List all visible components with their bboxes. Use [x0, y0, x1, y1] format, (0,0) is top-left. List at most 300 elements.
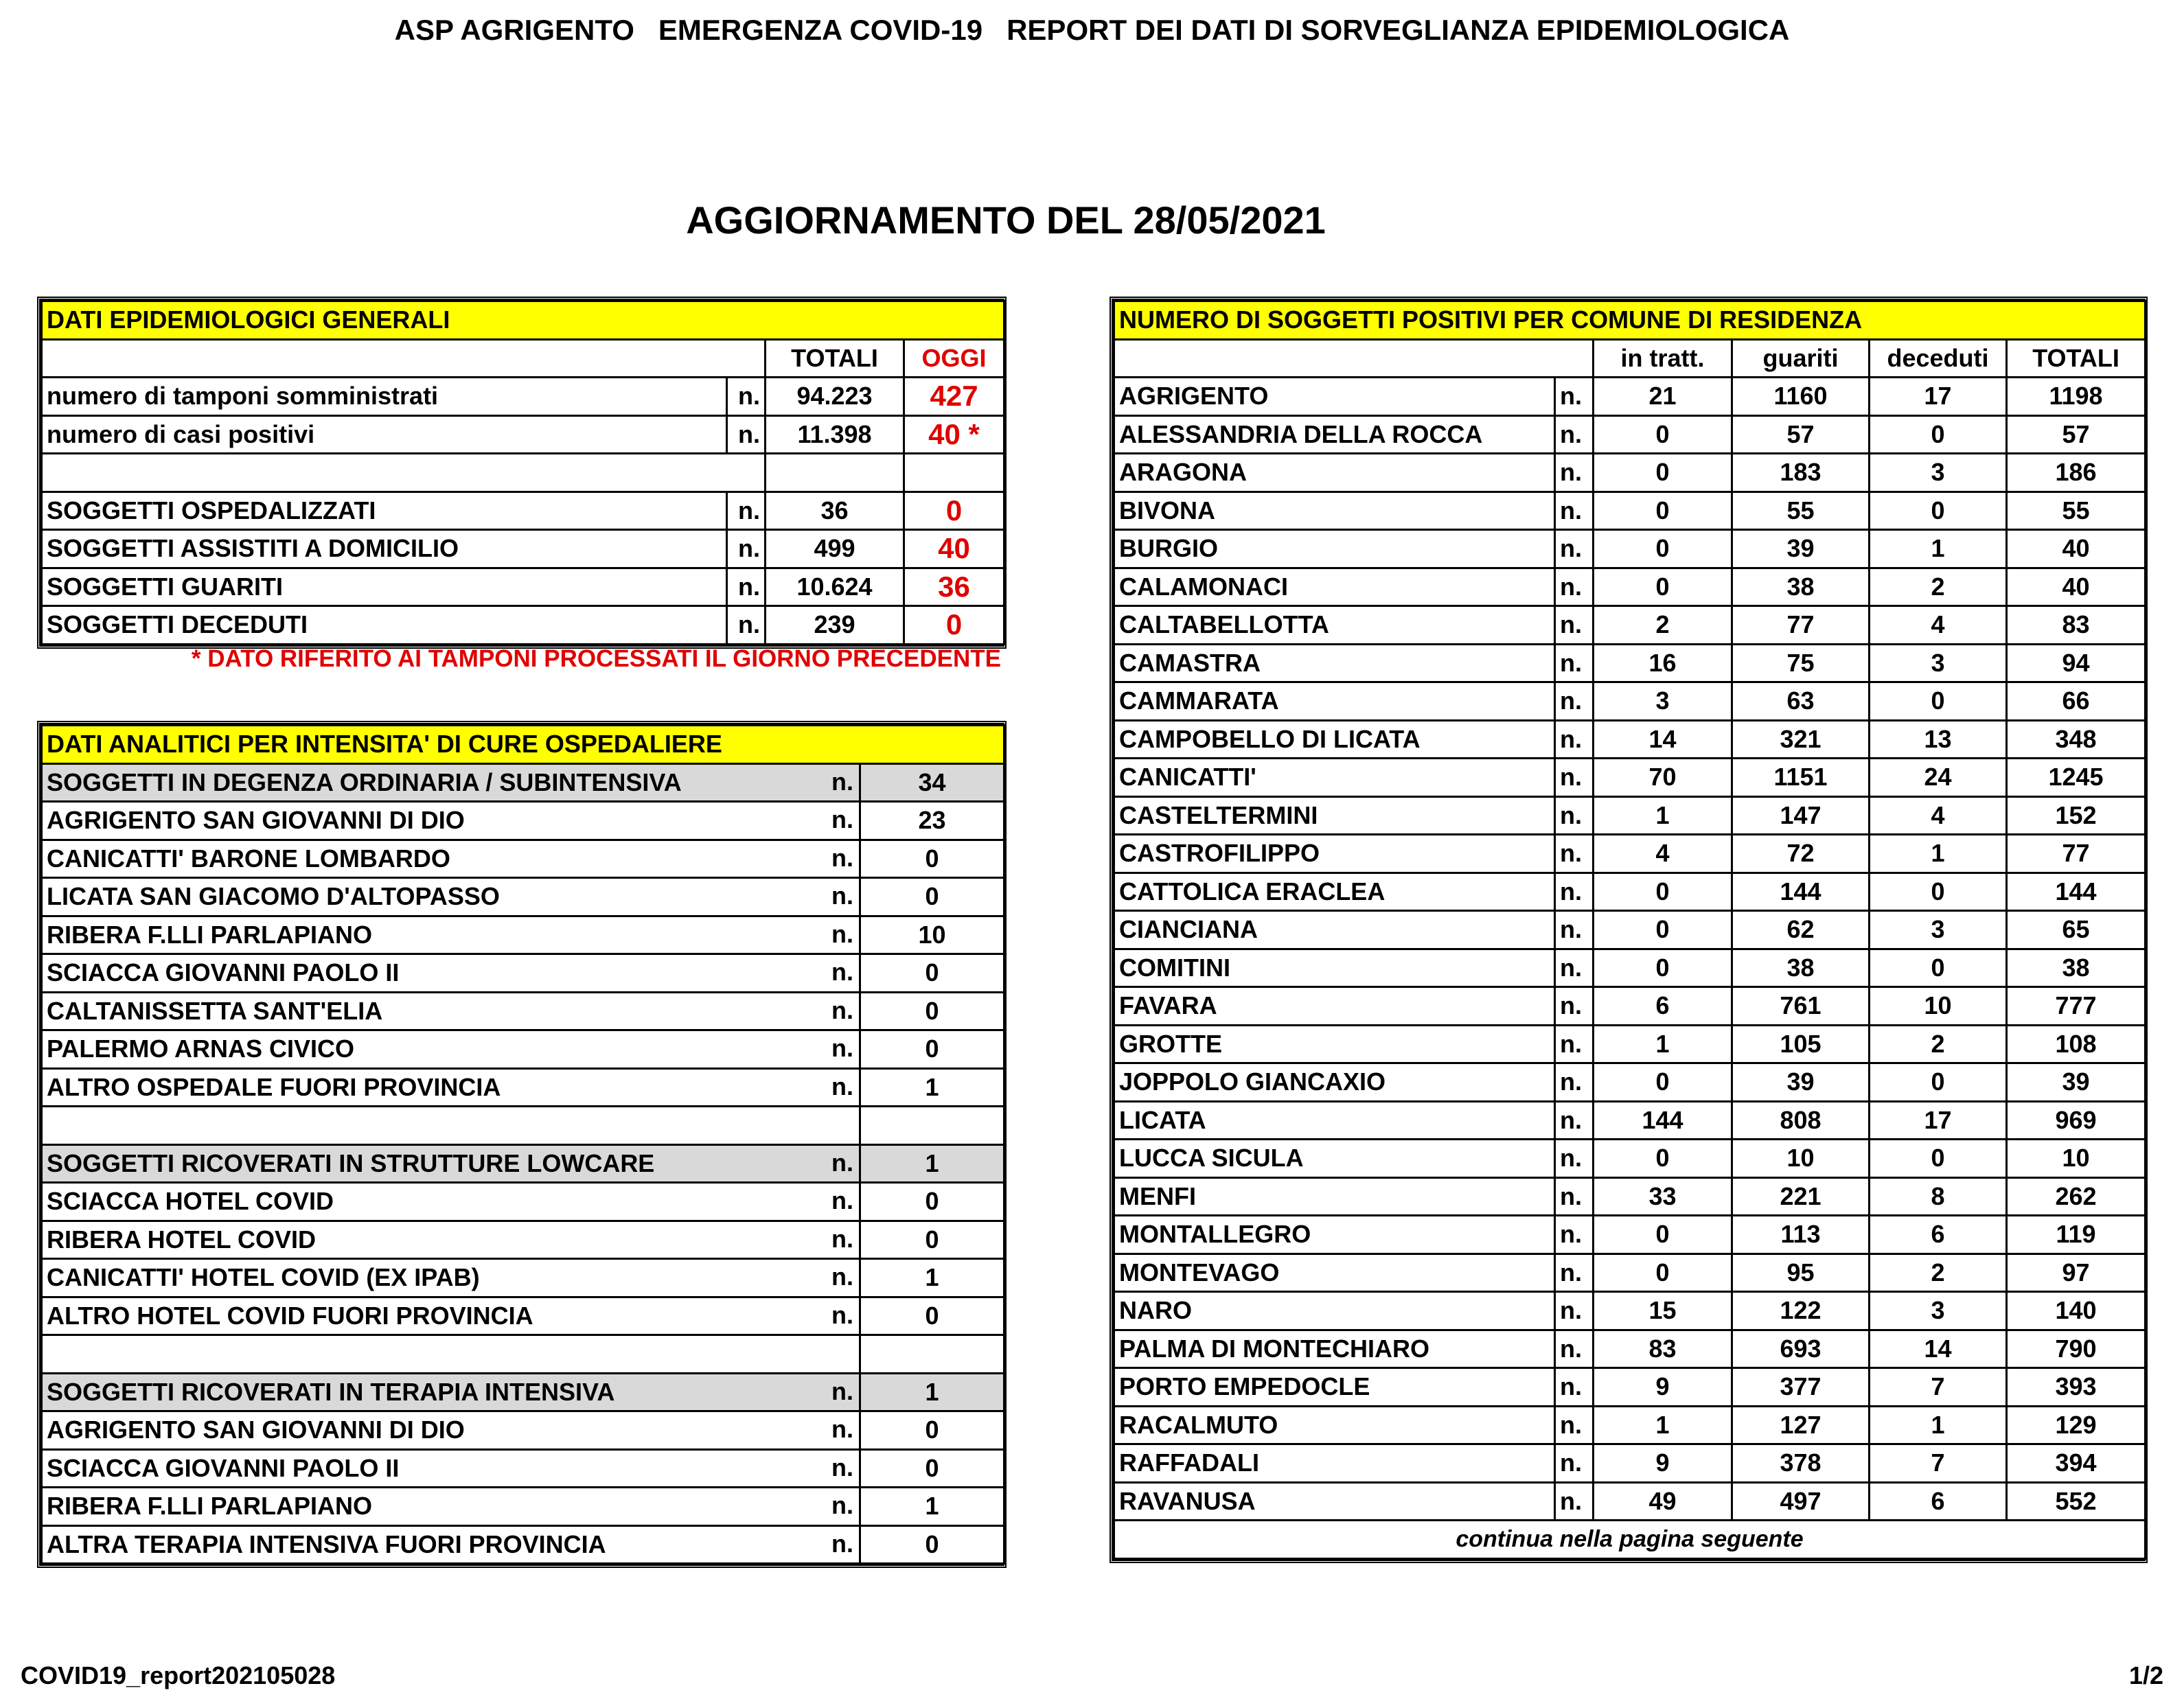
row-value: 23 — [860, 802, 1004, 840]
comune-name: ARAGONA — [1114, 454, 1555, 492]
value-deceduti: 0 — [1870, 682, 2007, 721]
value-deceduti: 17 — [1870, 378, 2007, 416]
comuni-data-table — [1110, 297, 2148, 1563]
value-guariti: 38 — [1732, 949, 1870, 987]
value-guariti: 183 — [1732, 454, 1870, 492]
value-guariti: 693 — [1732, 1330, 1870, 1368]
comuni-header-row — [1114, 339, 2146, 378]
value-guariti: 55 — [1732, 492, 1870, 530]
value-totali: 94 — [2007, 644, 2146, 682]
value-deceduti: 2 — [1870, 1254, 2007, 1292]
unit-label: n. — [831, 1148, 853, 1177]
unit-label: n. — [831, 1415, 853, 1443]
table-row — [1114, 1216, 2146, 1254]
value-in-trattamento: 83 — [1594, 1330, 1732, 1368]
row-value: 1 — [860, 1144, 1004, 1183]
row-value: 0 — [860, 1449, 1004, 1488]
value-in-trattamento: 0 — [1594, 949, 1732, 987]
value-guariti: 57 — [1732, 415, 1870, 454]
row-label-text: RIBERA F.LLI PARLAPIANO — [47, 920, 372, 949]
row-label — [42, 1068, 860, 1107]
table-row — [42, 954, 1004, 993]
comune-name: CASTELTERMINI — [1114, 796, 1555, 835]
value-totali: 39 — [2007, 1063, 2146, 1102]
row-today: 36 — [904, 568, 1004, 606]
value-totali: 152 — [2007, 796, 2146, 835]
unit-label: n. — [1555, 1025, 1594, 1063]
value-totali: 10 — [2007, 1140, 2146, 1178]
unit-label: n. — [1555, 1406, 1594, 1444]
value-guariti: 497 — [1732, 1482, 1870, 1521]
value-deceduti: 2 — [1870, 1025, 2007, 1063]
row-total: 11.398 — [766, 415, 904, 454]
unit-label: n. — [1555, 1177, 1594, 1216]
continue-row — [1114, 1521, 2146, 1559]
row-label-text: SOGGETTI RICOVERATI IN TERAPIA INTENSIVA — [47, 1377, 615, 1406]
table-row — [42, 415, 1004, 454]
value-guariti: 38 — [1732, 568, 1870, 606]
row-label — [42, 1488, 860, 1526]
row-label-text: AGRIGENTO SAN GIOVANNI DI DIO — [47, 806, 465, 835]
value-guariti: 1160 — [1732, 378, 1870, 416]
value-guariti: 62 — [1732, 911, 1870, 949]
row-label-text: ALTRO OSPEDALE FUORI PROVINCIA — [47, 1072, 501, 1101]
row-value: 1 — [860, 1488, 1004, 1526]
comuni-title-row — [1114, 301, 2146, 340]
comune-name: RACALMUTO — [1114, 1406, 1555, 1444]
value-in-trattamento: 9 — [1594, 1368, 1732, 1407]
row-label-text: SCIACCA HOTEL COVID — [47, 1187, 334, 1216]
table-row — [1114, 1482, 2146, 1521]
table-row — [42, 992, 1004, 1030]
row-label — [42, 1411, 860, 1450]
table-row — [1114, 911, 2146, 949]
value-in-trattamento: 0 — [1594, 415, 1732, 454]
value-deceduti: 6 — [1870, 1482, 2007, 1521]
unit-label: n. — [1555, 644, 1594, 682]
unit-label: n. — [831, 919, 853, 948]
unit-label: n. — [1555, 873, 1594, 911]
value-guariti: 127 — [1732, 1406, 1870, 1444]
value-totali: 119 — [2007, 1216, 2146, 1254]
unit-label: n. — [727, 606, 766, 645]
row-value: 1 — [860, 1373, 1004, 1411]
value-totali: 552 — [2007, 1482, 2146, 1521]
col-totali: TOTALI — [766, 339, 904, 378]
value-totali: 38 — [2007, 949, 2146, 987]
value-totali: 40 — [2007, 568, 2146, 606]
value-totali: 65 — [2007, 911, 2146, 949]
row-today: 427 — [904, 378, 1004, 416]
table-row — [1114, 530, 2146, 568]
row-label — [42, 840, 860, 878]
comune-name: CAMASTRA — [1114, 644, 1555, 682]
unit-label: n. — [831, 1186, 853, 1214]
col-totali: TOTALI — [2007, 339, 2146, 378]
value-totali: 1245 — [2007, 759, 2146, 797]
unit-label: n. — [1555, 759, 1594, 797]
value-deceduti: 0 — [1870, 1063, 2007, 1102]
report-header: ASP AGRIGENTO EMERGENZA COVID-19 REPORT DEI DATI DI SORVEGLIANZA EPIDEMIOLOGICA — [394, 14, 1790, 46]
comune-name: CAMMARATA — [1114, 682, 1555, 721]
row-total: 499 — [766, 530, 904, 568]
table-row — [42, 802, 1004, 840]
table-row — [42, 606, 1004, 645]
unit-label: n. — [1555, 415, 1594, 454]
value-in-trattamento: 0 — [1594, 530, 1732, 568]
table-row — [1114, 1444, 2146, 1483]
comune-name: MENFI — [1114, 1177, 1555, 1216]
value-guariti: 321 — [1732, 720, 1870, 759]
row-value: 0 — [860, 1525, 1004, 1564]
comune-name: CAMPOBELLO DI LICATA — [1114, 720, 1555, 759]
page-number: 1/2 — [2128, 1661, 2163, 1689]
table-row — [1114, 1063, 2146, 1102]
value-totali: 348 — [2007, 720, 2146, 759]
row-label — [42, 916, 860, 954]
value-deceduti: 4 — [1870, 606, 2007, 645]
unit-label: n. — [831, 881, 853, 910]
section-total-row — [42, 763, 1004, 802]
unit-label: n. — [1555, 796, 1594, 835]
value-deceduti: 14 — [1870, 1330, 2007, 1368]
unit-label: n. — [727, 415, 766, 454]
value-guariti: 72 — [1732, 835, 1870, 873]
empty-row — [42, 1335, 1004, 1374]
unit-label: n. — [1555, 454, 1594, 492]
unit-label: n. — [1555, 1292, 1594, 1330]
table-row — [1114, 949, 2146, 987]
value-totali: 1198 — [2007, 378, 2146, 416]
value-guariti: 113 — [1732, 1216, 1870, 1254]
row-value: 0 — [860, 954, 1004, 993]
row-label-text: SCIACCA GIOVANNI PAOLO II — [47, 958, 400, 987]
value-in-trattamento: 0 — [1594, 454, 1732, 492]
table-row — [1114, 568, 2146, 606]
value-guariti: 122 — [1732, 1292, 1870, 1330]
table-row — [1114, 1368, 2146, 1407]
row-label-text: CANICATTI' HOTEL COVID (EX IPAB) — [47, 1263, 480, 1292]
table-row — [42, 878, 1004, 916]
value-in-trattamento: 2 — [1594, 606, 1732, 645]
table-row — [1114, 1101, 2146, 1140]
row-total: 239 — [766, 606, 904, 645]
value-guariti: 221 — [1732, 1177, 1870, 1216]
comune-name: BURGIO — [1114, 530, 1555, 568]
value-totali: 140 — [2007, 1292, 2146, 1330]
row-label — [42, 1030, 860, 1069]
value-guariti: 95 — [1732, 1254, 1870, 1292]
value-guariti: 39 — [1732, 1063, 1870, 1102]
value-totali: 40 — [2007, 530, 2146, 568]
value-in-trattamento: 0 — [1594, 1063, 1732, 1102]
row-label-text: AGRIGENTO SAN GIOVANNI DI DIO — [47, 1416, 465, 1444]
table-row — [1114, 987, 2146, 1026]
value-in-trattamento: 144 — [1594, 1101, 1732, 1140]
table-row — [42, 1411, 1004, 1450]
row-total: 10.624 — [766, 568, 904, 606]
value-in-trattamento: 6 — [1594, 987, 1732, 1026]
comune-name: GROTTE — [1114, 1025, 1555, 1063]
table-row — [42, 840, 1004, 878]
row-label — [42, 878, 860, 916]
comune-name: CIANCIANA — [1114, 911, 1555, 949]
row-label-text: CALTANISSETTA SANT'ELIA — [47, 996, 383, 1025]
value-guariti: 39 — [1732, 530, 1870, 568]
unit-label: n. — [1555, 1254, 1594, 1292]
value-totali: 66 — [2007, 682, 2146, 721]
value-totali: 393 — [2007, 1368, 2146, 1407]
row-label-text: ALTRO HOTEL COVID FUORI PROVINCIA — [47, 1301, 533, 1330]
unit-label: n. — [1555, 606, 1594, 645]
table-row — [1114, 835, 2146, 873]
table-row — [42, 568, 1004, 606]
row-label-text: PALERMO ARNAS CIVICO — [47, 1035, 355, 1063]
comune-name: PALMA DI MONTECHIARO — [1114, 1330, 1555, 1368]
row-label-text: CANICATTI' BARONE LOMBARDO — [47, 844, 450, 873]
unit-label: n. — [1555, 720, 1594, 759]
table-row — [42, 378, 1004, 416]
comune-name: BIVONA — [1114, 492, 1555, 530]
row-label: numero di casi positivi — [42, 415, 727, 454]
unit-label: n. — [727, 568, 766, 606]
table-row — [1114, 1177, 2146, 1216]
value-in-trattamento: 49 — [1594, 1482, 1732, 1521]
value-guariti: 378 — [1732, 1444, 1870, 1483]
value-in-trattamento: 70 — [1594, 759, 1732, 797]
row-label — [42, 1297, 860, 1335]
table-row — [42, 492, 1004, 530]
value-guariti: 75 — [1732, 644, 1870, 682]
comune-name: CALAMONACI — [1114, 568, 1555, 606]
value-guariti: 1151 — [1732, 759, 1870, 797]
row-value: 1 — [860, 1259, 1004, 1297]
table-row — [1114, 606, 2146, 645]
value-in-trattamento: 4 — [1594, 835, 1732, 873]
table-row — [1114, 1292, 2146, 1330]
table-row — [1114, 1254, 2146, 1292]
comune-name: LICATA — [1114, 1101, 1555, 1140]
table-row — [1114, 1140, 2146, 1178]
row-value: 10 — [860, 916, 1004, 954]
value-in-trattamento: 0 — [1594, 873, 1732, 911]
row-value: 0 — [860, 840, 1004, 878]
value-in-trattamento: 1 — [1594, 796, 1732, 835]
table-row — [42, 1183, 1004, 1221]
comune-name: RAVANUSA — [1114, 1482, 1555, 1521]
table-row — [1114, 796, 2146, 835]
row-label-text: ALTRA TERAPIA INTENSIVA FUORI PROVINCIA — [47, 1529, 606, 1558]
value-deceduti: 0 — [1870, 492, 2007, 530]
table-row — [1114, 454, 2146, 492]
value-in-trattamento: 21 — [1594, 378, 1732, 416]
comune-name: CALTABELLOTTA — [1114, 606, 1555, 645]
footnote: * DATO RIFERITO AI TAMPONI PROCESSATI IL GIORNO PRECEDENTE — [191, 645, 1001, 672]
row-label-text: LICATA SAN GIACOMO D'ALTOPASSO — [47, 882, 500, 911]
value-in-trattamento: 1 — [1594, 1406, 1732, 1444]
row-label — [42, 1373, 860, 1411]
value-totali: 108 — [2007, 1025, 2146, 1063]
unit-label: n. — [1555, 1216, 1594, 1254]
value-guariti: 77 — [1732, 606, 1870, 645]
value-totali: 97 — [2007, 1254, 2146, 1292]
value-deceduti: 0 — [1870, 415, 2007, 454]
row-label — [42, 1525, 860, 1564]
row-value: 1 — [860, 1068, 1004, 1107]
row-total: 94.223 — [766, 378, 904, 416]
value-deceduti: 4 — [1870, 796, 2007, 835]
value-guariti: 105 — [1732, 1025, 1870, 1063]
value-deceduti: 0 — [1870, 1140, 2007, 1178]
row-label-text: RIBERA HOTEL COVID — [47, 1225, 317, 1254]
value-deceduti: 24 — [1870, 759, 2007, 797]
comune-name: CANICATTI' — [1114, 759, 1555, 797]
value-totali: 262 — [2007, 1177, 2146, 1216]
value-guariti: 147 — [1732, 796, 1870, 835]
comune-name: NARO — [1114, 1292, 1555, 1330]
value-totali: 129 — [2007, 1406, 2146, 1444]
general-header-row — [42, 339, 1004, 378]
unit-label: n. — [727, 530, 766, 568]
row-label — [42, 1183, 860, 1221]
unit-label: n. — [831, 805, 853, 833]
value-deceduti: 13 — [1870, 720, 2007, 759]
report-filename: COVID19_report202105028 — [21, 1661, 336, 1689]
unit-label: n. — [831, 1072, 853, 1100]
row-value: 0 — [860, 1411, 1004, 1450]
value-totali: 186 — [2007, 454, 2146, 492]
value-deceduti: 1 — [1870, 530, 2007, 568]
value-deceduti: 6 — [1870, 1216, 2007, 1254]
value-deceduti: 7 — [1870, 1368, 2007, 1407]
table-row — [42, 1297, 1004, 1335]
value-guariti: 63 — [1732, 682, 1870, 721]
table-row — [1114, 492, 2146, 530]
value-totali: 777 — [2007, 987, 2146, 1026]
hospital-title-row — [42, 726, 1004, 764]
value-in-trattamento: 0 — [1594, 911, 1732, 949]
row-value: 0 — [860, 878, 1004, 916]
unit-label: n. — [831, 995, 853, 1024]
row-label: SOGGETTI OSPEDALIZZATI — [42, 492, 727, 530]
table-row — [1114, 644, 2146, 682]
comune-name: COMITINI — [1114, 949, 1555, 987]
row-label: SOGGETTI ASSISTITI A DOMICILIO — [42, 530, 727, 568]
unit-label: n. — [1555, 987, 1594, 1026]
general-data-table — [37, 297, 1007, 649]
row-value: 0 — [860, 1030, 1004, 1069]
value-deceduti: 10 — [1870, 987, 2007, 1026]
value-totali: 394 — [2007, 1444, 2146, 1483]
unit-label: n. — [831, 1034, 853, 1062]
unit-label: n. — [831, 1453, 853, 1481]
value-deceduti: 0 — [1870, 949, 2007, 987]
value-deceduti: 7 — [1870, 1444, 2007, 1483]
unit-label: n. — [1555, 530, 1594, 568]
row-label: numero di tamponi somministrati — [42, 378, 727, 416]
table-row — [42, 1068, 1004, 1107]
table-row — [1114, 415, 2146, 454]
table-row — [42, 530, 1004, 568]
comune-name: LUCCA SICULA — [1114, 1140, 1555, 1178]
row-label — [42, 992, 860, 1030]
unit-label: n. — [831, 1529, 853, 1558]
comune-name: MONTEVAGO — [1114, 1254, 1555, 1292]
table-row — [1114, 1025, 2146, 1063]
table-row — [1114, 682, 2146, 721]
table-row — [42, 1488, 1004, 1526]
row-today: 40 — [904, 530, 1004, 568]
table-row — [42, 1259, 1004, 1297]
value-deceduti: 17 — [1870, 1101, 2007, 1140]
row-label: SOGGETTI DECEDUTI — [42, 606, 727, 645]
row-label — [42, 1259, 860, 1297]
value-totali: 77 — [2007, 835, 2146, 873]
value-deceduti: 1 — [1870, 835, 2007, 873]
value-in-trattamento: 33 — [1594, 1177, 1732, 1216]
value-guariti: 377 — [1732, 1368, 1870, 1407]
value-totali: 969 — [2007, 1101, 2146, 1140]
table-row — [1114, 1406, 2146, 1444]
hospital-title: DATI ANALITICI PER INTENSITA' DI CURE OSPEDALIERE — [42, 726, 1004, 764]
row-total: 36 — [766, 492, 904, 530]
value-deceduti: 3 — [1870, 644, 2007, 682]
row-label — [42, 1221, 860, 1259]
row-today: 0 — [904, 492, 1004, 530]
unit-label: n. — [831, 1262, 853, 1291]
value-totali: 790 — [2007, 1330, 2146, 1368]
unit-label: n. — [1555, 949, 1594, 987]
comune-name: FAVARA — [1114, 987, 1555, 1026]
unit-label: n. — [1555, 1140, 1594, 1178]
table-row — [42, 1030, 1004, 1069]
row-value: 0 — [860, 1183, 1004, 1221]
unit-label: n. — [727, 492, 766, 530]
unit-label: n. — [831, 958, 853, 986]
value-in-trattamento: 0 — [1594, 492, 1732, 530]
row-label-text: SOGGETTI RICOVERATI IN STRUTTURE LOWCARE — [47, 1148, 655, 1177]
value-deceduti: 3 — [1870, 454, 2007, 492]
comune-name: PORTO EMPEDOCLE — [1114, 1368, 1555, 1407]
value-totali: 144 — [2007, 873, 2146, 911]
table-row — [42, 1525, 1004, 1564]
table-row — [42, 1221, 1004, 1259]
unit-label: n. — [831, 1491, 853, 1519]
row-label-text: RIBERA F.LLI PARLAPIANO — [47, 1492, 372, 1521]
value-deceduti: 3 — [1870, 911, 2007, 949]
unit-label: n. — [831, 1300, 853, 1329]
comune-name: CASTROFILIPPO — [1114, 835, 1555, 873]
unit-label: n. — [1555, 682, 1594, 721]
continue-note: continua nella pagina seguente — [1114, 1521, 2146, 1559]
comune-name: ALESSANDRIA DELLA ROCCA — [1114, 415, 1555, 454]
row-value: 34 — [860, 763, 1004, 802]
value-in-trattamento: 15 — [1594, 1292, 1732, 1330]
row-value: 0 — [860, 1221, 1004, 1259]
section-total-row — [42, 1144, 1004, 1183]
value-in-trattamento: 9 — [1594, 1444, 1732, 1483]
value-in-trattamento: 14 — [1594, 720, 1732, 759]
empty-row — [42, 1107, 1004, 1145]
unit-label: n. — [1555, 1482, 1594, 1521]
value-in-trattamento: 1 — [1594, 1025, 1732, 1063]
value-deceduti: 0 — [1870, 873, 2007, 911]
row-label-text: SCIACCA GIOVANNI PAOLO II — [47, 1453, 400, 1482]
value-in-trattamento: 3 — [1594, 682, 1732, 721]
unit-label: n. — [727, 378, 766, 416]
col-oggi: OGGI — [904, 339, 1004, 378]
value-guariti: 10 — [1732, 1140, 1870, 1178]
